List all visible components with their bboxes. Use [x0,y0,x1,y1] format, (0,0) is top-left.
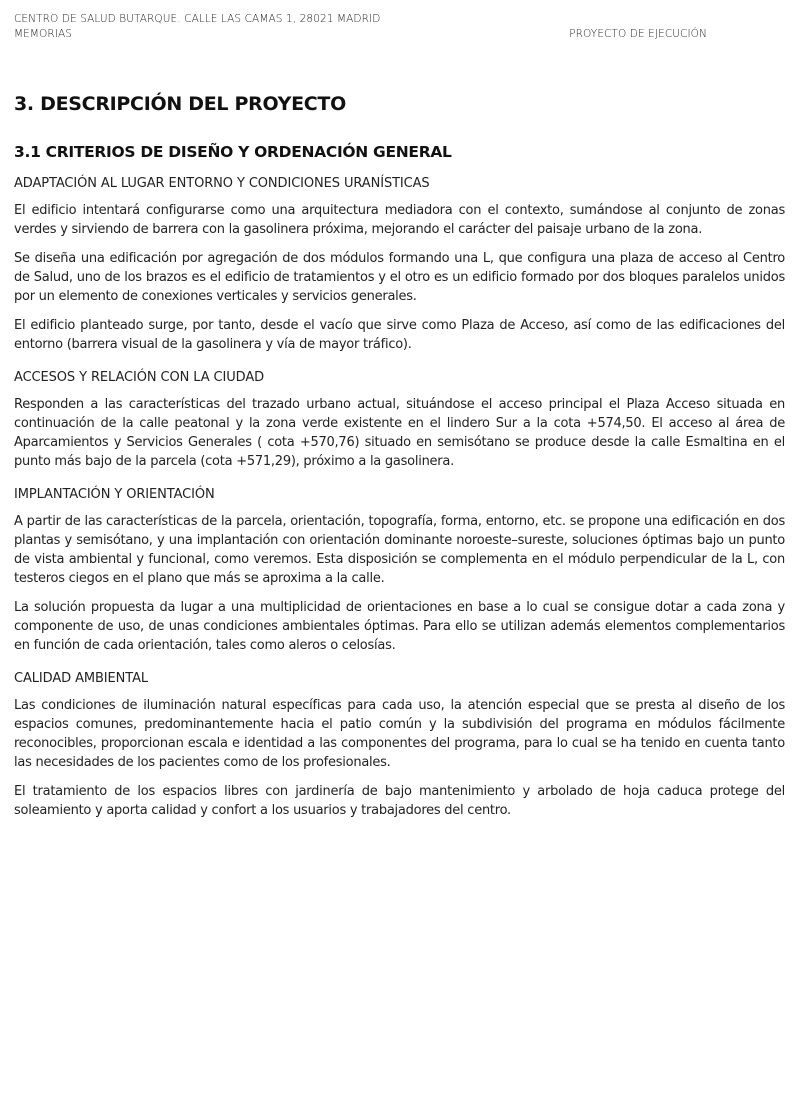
chapter-title: 3. DESCRIPCIÓN DEL PROYECTO [14,93,346,115]
paragraph: El edificio planteado surge, por tanto, desde el vacío que sirve como Plaza de Acceso, así como de las edificaciones del entorno (barrera visual de la gasolinera y vía de mayor tráfico). [14,318,785,352]
section-title: 3.1 CRITERIOS DE DISEÑO Y ORDENACIÓN GENERAL [14,143,452,161]
section-accesos [14,368,785,471]
section-heading: ADAPTACIÓN AL LUGAR ENTORNO Y CONDICIONES URANÍSTICAS [14,176,430,191]
paragraph: La solución propuesta da lugar a una multiplicidad de orientaciones en base a lo cual se consigue dotar a cada zona y componente de uso, de unas condiciones ambientales óptimas. Para ello se utilizan además elementos complementarios en función de cada orientación, tales como aleros o celosías. [14,600,785,653]
header-row [14,27,785,42]
section-adaptacion [14,174,785,354]
paragraph: A partir de las características de la parcela, orientación, topografía, forma, entorno, etc. se propone una edificación en dos plantas y semisótano, y una implantación con orientación dominante noroeste–sureste, soluciones óptimas bajo un punto de vista ambiental y funcional, como veremos. Esta disposición se complementa en el módulo perpendicular de la L, con testeros ciegos en el plano que más se aproxima a la calle. [14,514,785,586]
header-project-address: CENTRO DE SALUD BUTARQUE. CALLE LAS CAMAS 1, 28021 MADRID [14,13,381,25]
header-phase: PROYECTO DE EJECUCIÓN [569,28,707,40]
paragraph: Se diseña una edificación por agregación de dos módulos formando una L, que configura una plaza de acceso al Centro de Salud, uno de los brazos es el edificio de tratamientos y el otro es un edificio formado por dos bloques paralelos unidos por un elemento de conexiones verticales y servicios generales. [14,251,785,304]
paragraph: El edificio intentará configurarse como una arquitectura mediadora con el contexto, sumándose al conjunto de zonas verdes y sirviendo de barrera con la gasolinera próxima, mejorando el carácter del paisaje urbano de la zona. [14,203,785,237]
header-document-type: MEMORIAS [14,28,73,40]
section-heading: CALIDAD AMBIENTAL [14,671,149,686]
paragraph: Responden a las características del trazado urbano actual, situándose el acceso principal el Plaza Acceso situada en continuación de la calle peatonal y la zona verde existente en el lindero Sur a la cota +574,50. El acceso al área de Aparcamientos y Servicios Generales ( cota +570,76) situado en semisótano se produce desde la calle Esmaltina en el punto más bajo de la parcela (cota +571,29), próximo a la gasolinera. [14,397,785,469]
paragraph: El tratamiento de los espacios libres con jardinería de bajo mantenimiento y arbolado de hoja caduca protege del soleamiento y aporta calidad y confort a los usuarios y trabajadores del centro. [14,784,785,818]
section-calidad-ambiental [14,669,785,820]
page-header [14,12,785,42]
section-heading: ACCESOS Y RELACIÓN CON LA CIUDAD [14,370,265,385]
paragraph: Las condiciones de iluminación natural específicas para cada uso, la atención especial que se presta al diseño de los espacios comunes, predominantemente hacia el patio común y la subdivisión del programa en módulos fácilmente reconocibles, proporcionan escala e identidad a las componentes del programa, para lo cual se ha tenido en cuenta tanto las necesidades de los pacientes como de los profesionales. [14,698,785,770]
section-implantacion [14,485,785,655]
section-heading: IMPLANTACIÓN Y ORIENTACIÓN [14,487,215,502]
